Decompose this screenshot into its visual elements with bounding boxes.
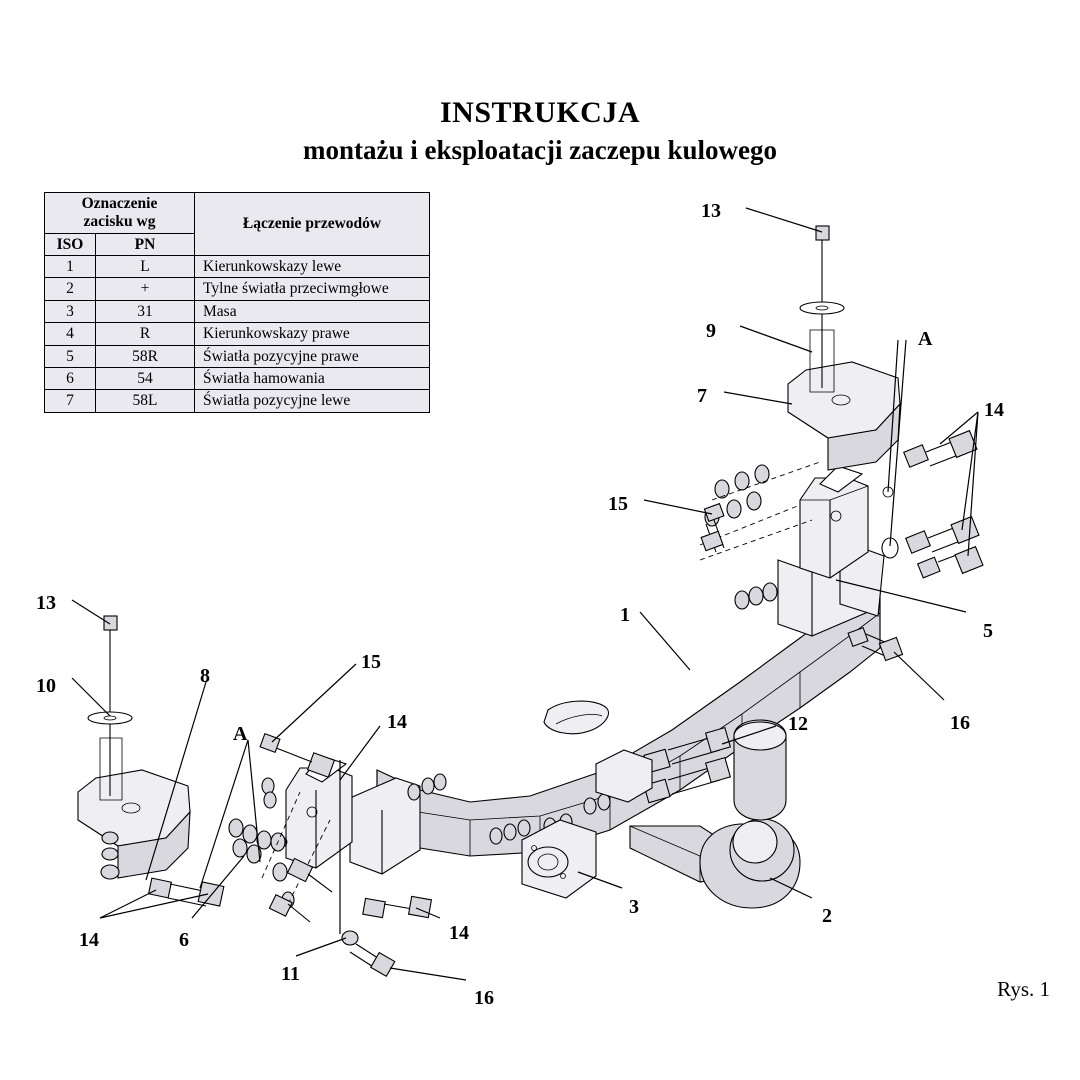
table-header-wiring: Łączenie przewodów (195, 193, 430, 256)
cell-desc: Kierunkowskazy lewe (195, 256, 430, 278)
callout-1: 1 (620, 604, 630, 626)
callout-2: 2 (822, 905, 832, 927)
callout-13-left: 13 (36, 592, 56, 614)
cell-iso: 5 (45, 345, 96, 367)
callout-15-left: 15 (361, 651, 381, 673)
cell-desc: Światła pozycyjne lewe (195, 390, 430, 412)
callout-14-bottom-right: 14 (449, 922, 469, 944)
callout-11: 11 (281, 963, 300, 985)
figure-caption: Rys. 1 (997, 977, 1050, 1001)
callout-14-bottom-left: 14 (79, 929, 99, 951)
cell-iso: 1 (45, 256, 96, 278)
cell-iso: 4 (45, 323, 96, 345)
cell-pn: 58L (96, 390, 195, 412)
callout-3: 3 (629, 896, 639, 918)
callout-6: 6 (179, 929, 189, 951)
callout-8: 8 (200, 665, 210, 687)
cell-pn: 54 (96, 367, 195, 389)
callout-14-right-upper: 14 (984, 399, 1004, 421)
callout-10: 10 (36, 675, 56, 697)
callout-15-right: 15 (608, 493, 628, 515)
cell-iso: 7 (45, 390, 96, 412)
callout-a-left: A (233, 723, 248, 745)
left-upper-bracket (78, 616, 190, 879)
callout-a-right: A (918, 328, 933, 350)
callout-9: 9 (706, 320, 716, 342)
cell-desc: Światła hamowania (195, 367, 430, 389)
cell-pn: R (96, 323, 195, 345)
callout-13-top: 13 (701, 200, 721, 222)
table-header-terminal-line2: zacisku wg (83, 212, 156, 230)
callout-5: 5 (983, 620, 993, 642)
cell-desc: Światła pozycyjne prawe (195, 345, 430, 367)
table-header-iso: ISO (45, 233, 96, 255)
title-subtitle: montażu i eksploatacji zaczepu kulowego (303, 134, 777, 165)
title-main: INSTRUKCJA (439, 96, 641, 129)
bolt-15 (701, 504, 724, 552)
cell-iso: 2 (45, 278, 96, 300)
left-bolt-16 (342, 931, 395, 976)
callout-16-left: 16 (474, 987, 494, 1009)
table-header-pn: PN (96, 233, 195, 255)
cell-desc: Tylne światła przeciwmgłowe (195, 278, 430, 300)
callout-14-left-upper: 14 (387, 711, 407, 733)
cell-pn: 58R (96, 345, 195, 367)
cell-desc: Masa (195, 300, 430, 322)
cell-iso: 6 (45, 367, 96, 389)
cell-pn: 31 (96, 300, 195, 322)
cell-desc: Kierunkowskazy prawe (195, 323, 430, 345)
table-header-terminal-line1: Oznaczenie (81, 195, 158, 212)
cell-iso: 3 (45, 300, 96, 322)
callout-12: 12 (788, 713, 808, 735)
cell-pn: + (96, 278, 195, 300)
callout-16-right: 16 (950, 712, 970, 734)
cell-pn: L (96, 256, 195, 278)
callout-7: 7 (697, 385, 707, 407)
left-support-arm (277, 756, 420, 874)
right-upper-bracket (788, 226, 900, 470)
